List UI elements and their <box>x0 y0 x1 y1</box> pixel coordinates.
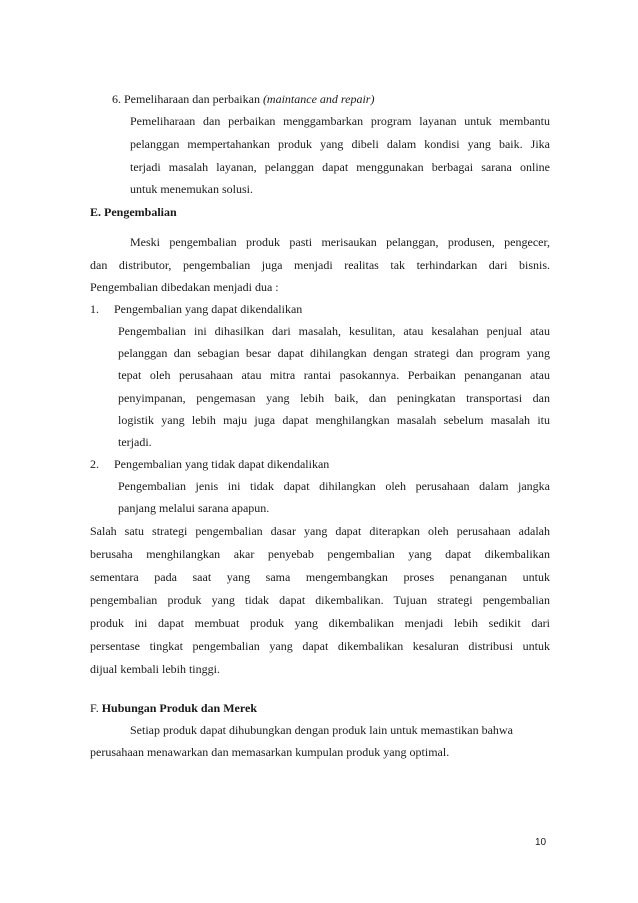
strategy-line-6: persentase tingkat pengembalian yang dapat dikembalikan kesaluran distribusi untuk <box>90 639 550 653</box>
strategy-line-5: produk ini dapat membuat produk yang dikembalikan menjadi lebih sedikit dari <box>90 616 550 630</box>
item-1-line-5: logistik yang lebih maju juga dapat menghilangkan masalah sebelum masalah itu <box>118 413 550 427</box>
section-6-title-italic: (maintance and repair) <box>262 92 375 106</box>
item-1-line-2: pelanggan dan sebagian besar dapat dihilangkan dengan strategi dan program yang <box>118 346 550 360</box>
section-f-line-1: Setiap produk dapat dihubungkan dengan produk lain untuk memastikan bahwa <box>130 723 513 737</box>
item-1-line-3: tepat oleh perusahaan atau mitra rantai pasokannya. Perbaikan penanganan atau <box>118 368 550 382</box>
strategy-line-1: Salah satu strategi pengembalian dasar yang dapat diterapkan oleh perusahaan adalah <box>90 524 550 538</box>
item-2-number: 2. <box>90 457 99 471</box>
strategy-line-2: berusaha menghilangkan akar penyebab pengembalian yang dapat dikembalikan <box>90 547 550 561</box>
section-6-line-2: pelanggan mempertahankan produk yang dibeli dalam kondisi yang baik. Jika <box>130 137 550 151</box>
section-6-line-1: Pemeliharaan dan perbaikan menggambarkan program layanan untuk membantu <box>130 114 550 128</box>
strategy-line-3: sementara pada saat yang sama mengembangkan proses penanganan untuk <box>90 570 550 584</box>
section-e-heading: E. Pengembalian <box>90 205 177 219</box>
section-f-line-2: perusahaan menawarkan dan memasarkan kumpulan produk yang optimal. <box>90 745 450 759</box>
item-2-line-2: panjang melalui sarana apapun. <box>118 501 270 515</box>
page-number: 10 <box>535 837 547 848</box>
section-e-intro-1: Meski pengembalian produk pasti merisaukan pelanggan, produsen, pengecer, <box>130 235 550 249</box>
item-1-line-4: penyimpanan, pengemasan yang lebih baik, dan peningkatan transportasi dan <box>118 391 550 405</box>
section-6-number: 6. <box>112 92 121 106</box>
strategy-line-4: pengembalian produk yang tidak dapat dikembalikan. Tujuan strategi pengembalian <box>90 593 550 607</box>
item-1-number: 1. <box>90 302 99 316</box>
item-1-line-6: terjadi. <box>118 435 152 449</box>
section-6-title: Pemeliharaan dan perbaikan <box>124 92 260 106</box>
section-f-prefix: F. <box>90 701 99 715</box>
section-6-line-4: untuk menemukan solusi. <box>130 182 253 196</box>
section-f-title: Hubungan Produk dan Merek <box>101 701 257 715</box>
item-2-title: Pengembalian yang tidak dapat dikendalikan <box>114 457 330 471</box>
item-2-line-1: Pengembalian jenis ini tidak dapat dihilangkan oleh perusahaan dalam jangka <box>118 479 550 493</box>
section-e-intro-3: Pengembalian dibedakan menjadi dua : <box>90 280 279 294</box>
section-e-intro-2: dan distributor, pengembalian juga menjadi realitas tak terhindarkan dari bisnis. <box>90 258 550 272</box>
section-f-heading <box>90 701 257 715</box>
section-6-line-3: terjadi masalah layanan, pelanggan dapat menggunakan berbagai sarana online <box>130 160 550 174</box>
item-1-line-1: Pengembalian ini dihasilkan dari masalah, kesulitan, atau kesalahan penjual atau <box>118 324 550 338</box>
item-1-title: Pengembalian yang dapat dikendalikan <box>114 302 303 316</box>
section-6-heading <box>112 92 374 106</box>
strategy-line-7: dijual kembali lebih tinggi. <box>90 662 220 676</box>
